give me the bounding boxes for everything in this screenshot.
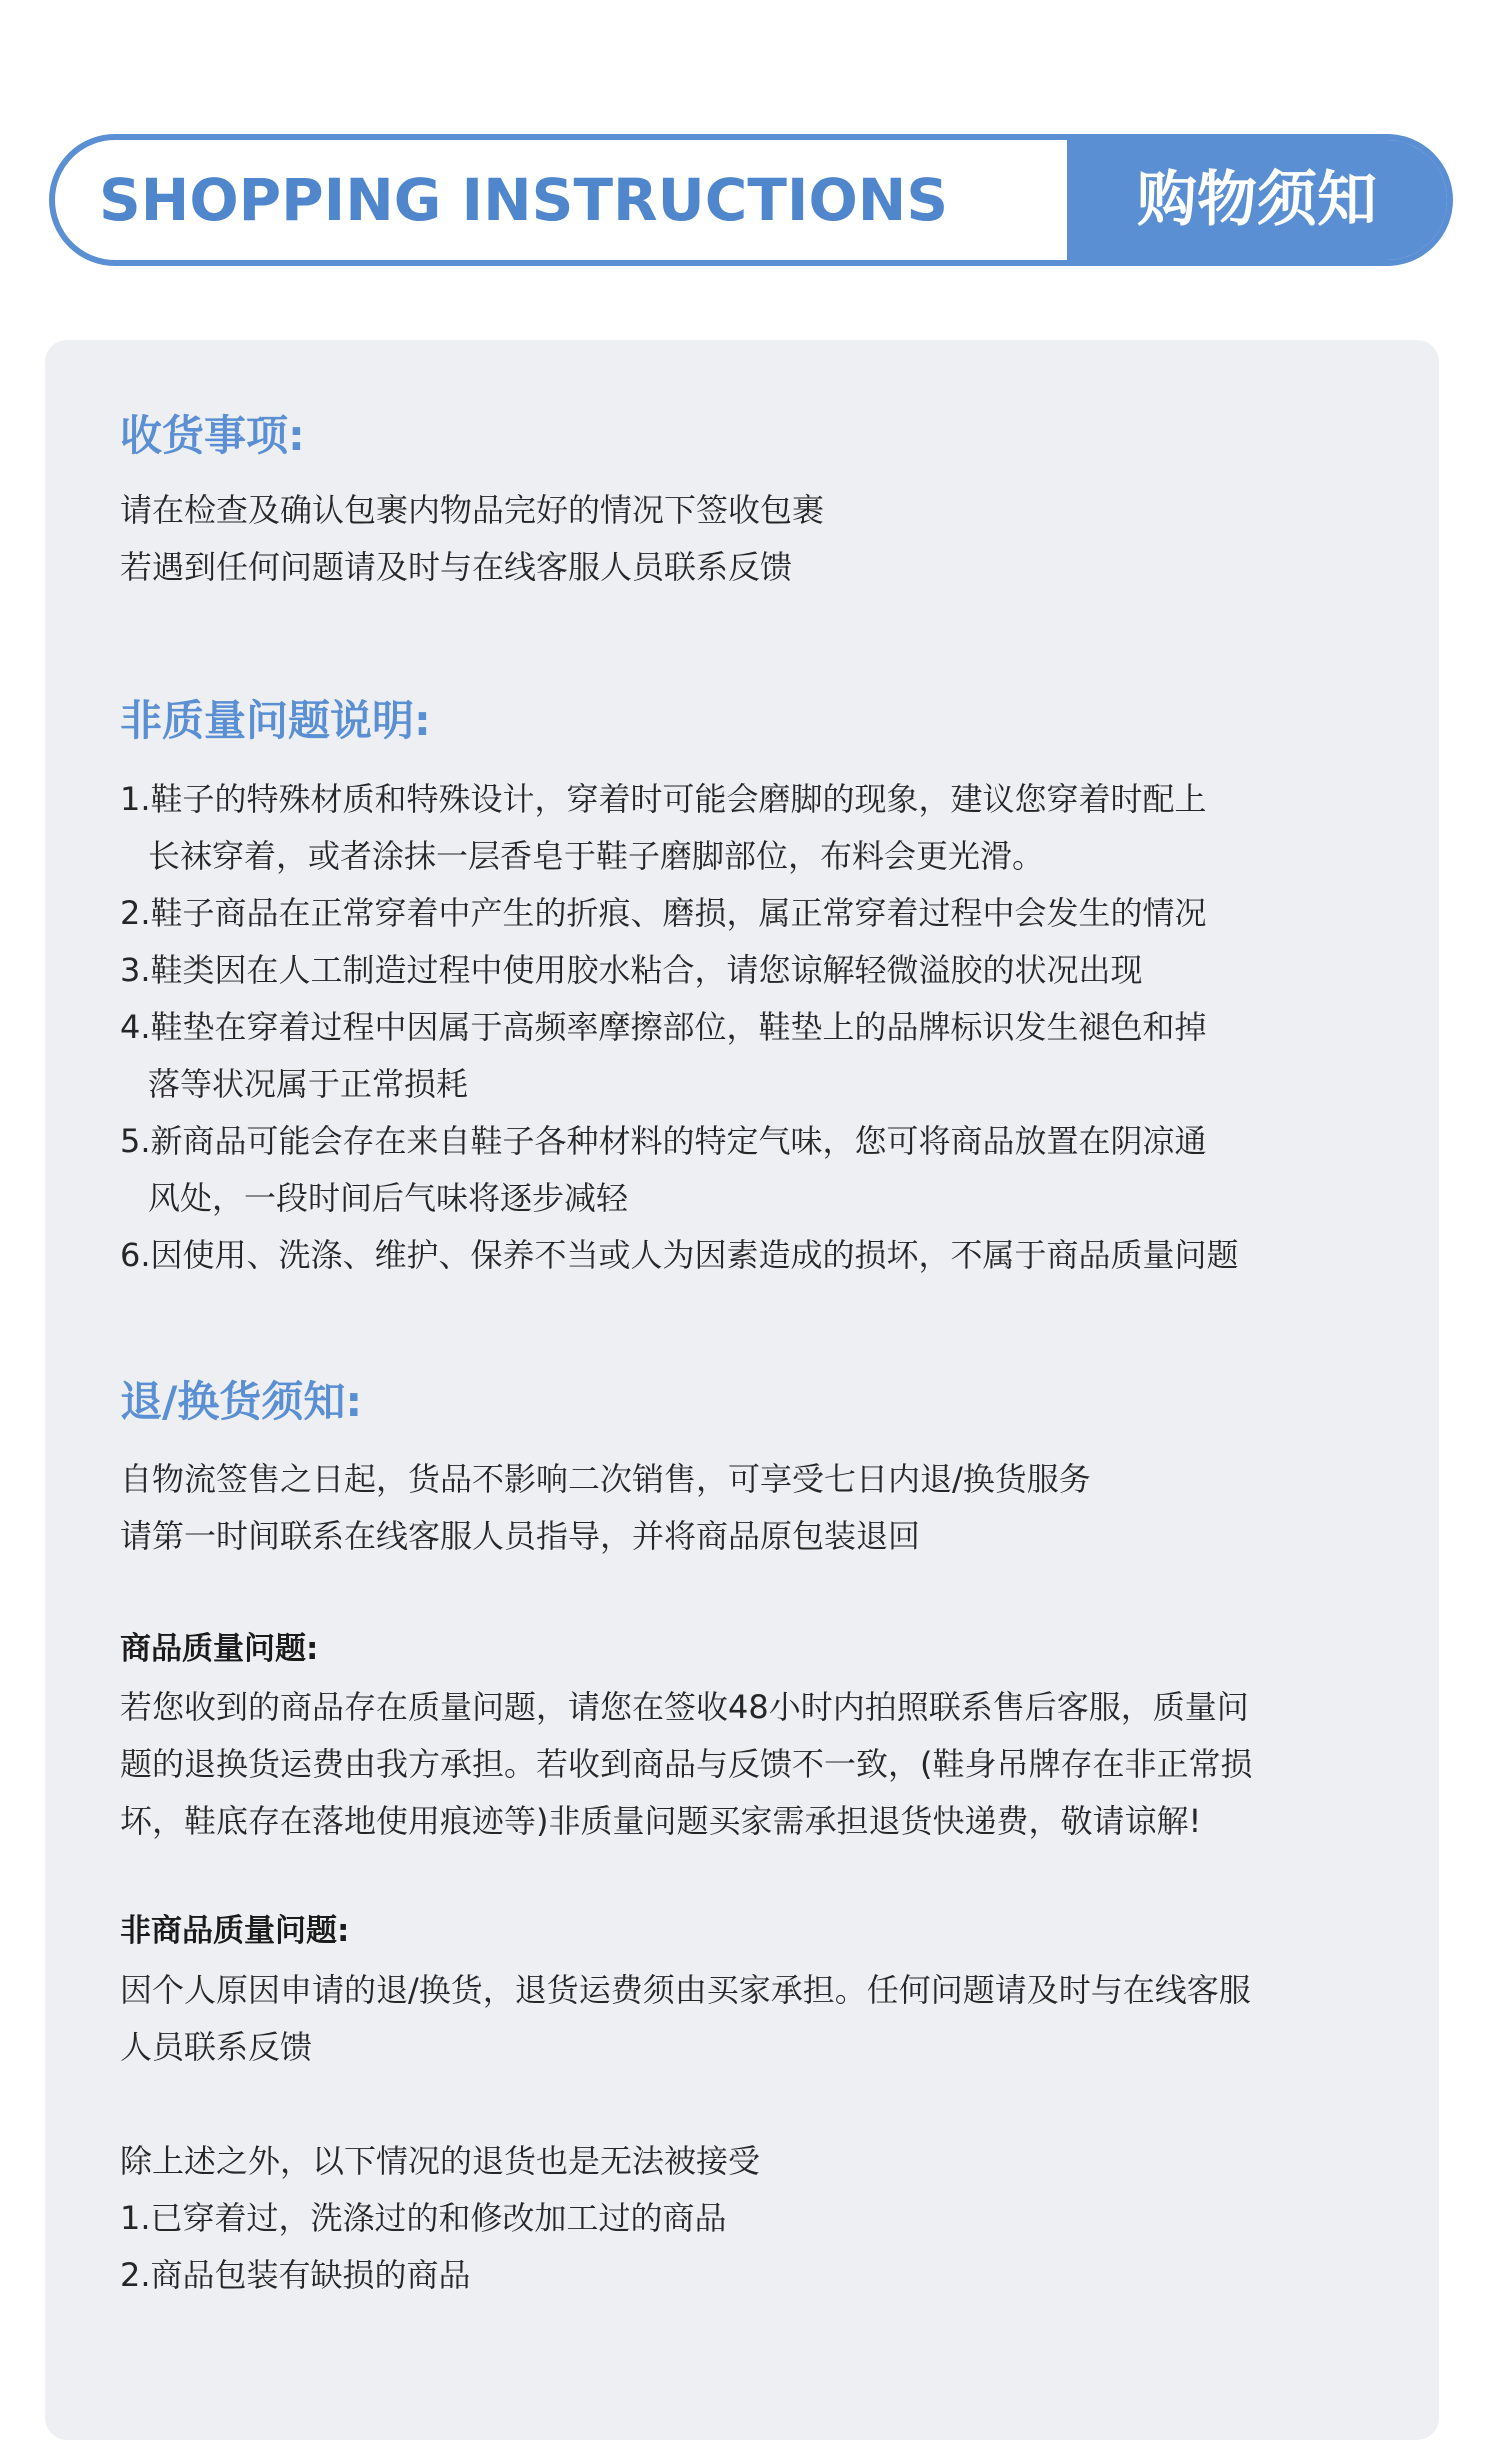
banner-english-title: SHOPPING INSTRUCTIONS — [99, 166, 949, 234]
non-quality-issue-line: 人员联系反馈 — [120, 2028, 313, 2066]
non-quality-line: 4.鞋垫在穿着过程中因属于高频率摩擦部位，鞋垫上的品牌标识发生褪色和掉 — [120, 1008, 1207, 1046]
non-quality-line: 风处，一段时间后气味将逐步减轻 — [148, 1179, 629, 1217]
banner-chinese-tab — [1067, 140, 1447, 260]
exclusions-intro: 除上述之外，以下情况的退货也是无法被接受 — [120, 2142, 761, 2180]
non-quality-line: 6.因使用、洗涤、维护、保养不当或人为因素造成的损坏，不属于商品质量问题 — [120, 1236, 1239, 1274]
returns-line: 自物流签售之日起，货品不影响二次销售，可享受七日内退/换货服务 — [120, 1460, 1091, 1498]
non-quality-line: 长袜穿着，或者涂抹一层香皂于鞋子磨脚部位，布料会更光滑。 — [148, 837, 1045, 875]
exclusions-line: 2.商品包装有缺损的商品 — [120, 2256, 471, 2294]
quality-issue-line: 坏，鞋底存在落地使用痕迹等)非质量问题买家需承担退货快递费，敬请谅解! — [120, 1802, 1202, 1840]
returns-line: 请第一时间联系在线客服人员指导，并将商品原包装退回 — [120, 1517, 921, 1555]
receiving-section-title: 收货事项: — [120, 411, 305, 460]
non-quality-line: 2.鞋子商品在正常穿着中产生的折痕、磨损，属正常穿着过程中会发生的情况 — [120, 894, 1207, 932]
receiving-line: 请在检查及确认包裹内物品完好的情况下签收包裹 — [120, 491, 825, 529]
receiving-line: 若遇到任何问题请及时与在线客服人员联系反馈 — [120, 548, 793, 586]
non-quality-line: 1.鞋子的特殊材质和特殊设计，穿着时可能会磨脚的现象，建议您穿着时配上 — [120, 780, 1207, 818]
non-quality-section-title: 非质量问题说明: — [120, 696, 431, 745]
non-quality-line: 3.鞋类因在人工制造过程中使用胶水粘合，请您谅解轻微溢胶的状况出现 — [120, 951, 1143, 989]
non-quality-issue-heading: 非商品质量问题: — [120, 1913, 350, 1949]
quality-issue-heading: 商品质量问题: — [120, 1631, 319, 1667]
non-quality-issue-line: 因个人原因申请的退/换货，退货运费须由买家承担。任何问题请及时与在线客服 — [120, 1971, 1251, 2009]
returns-section-title: 退/换货须知: — [120, 1377, 363, 1426]
non-quality-line: 5.新商品可能会存在来自鞋子各种材料的特定气味，您可将商品放置在阴凉通 — [120, 1122, 1207, 1160]
banner-chinese-title: 购物须知 — [1137, 165, 1377, 235]
header-banner — [49, 134, 1453, 266]
quality-issue-line: 题的退换货运费由我方承担。若收到商品与反馈不一致，(鞋身吊牌存在非正常损 — [120, 1745, 1253, 1783]
non-quality-line: 落等状况属于正常损耗 — [148, 1065, 469, 1103]
quality-issue-line: 若您收到的商品存在质量问题，请您在签收48小时内拍照联系售后客服，质量问 — [120, 1688, 1249, 1726]
exclusions-line: 1.已穿着过，洗涤过的和修改加工过的商品 — [120, 2199, 727, 2237]
